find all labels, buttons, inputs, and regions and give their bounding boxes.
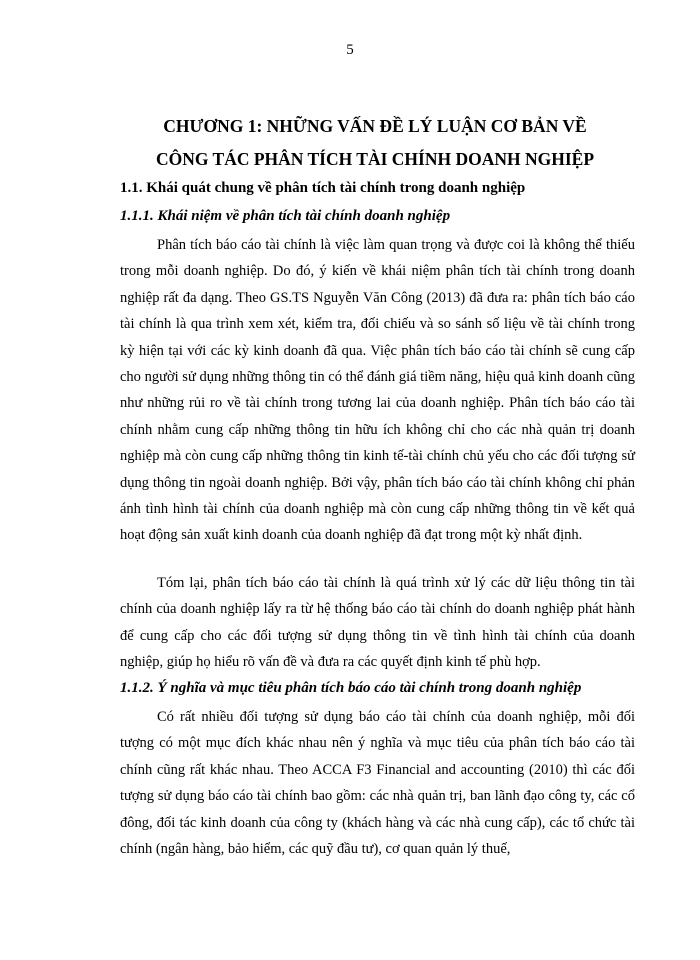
chapter-title bbox=[120, 110, 630, 176]
section-heading-1-1-2: 1.1.2. Ý nghĩa và mục tiêu phân tích báo cáo tài chính trong doanh nghiệp bbox=[120, 680, 582, 696]
chapter-title-line-2: CÔNG TÁC PHÂN TÍCH TÀI CHÍNH DOANH NGHIỆP bbox=[155, 149, 595, 169]
section-heading-1-1: 1.1. Khái quát chung về phân tích tài chính trong doanh nghiệp bbox=[120, 180, 526, 196]
paragraph-significance: Có rất nhiều đối tượng sử dụng báo cáo tài chính của doanh nghiệp, mỗi đối tượng có một mục đích khác nhau nên ý nghĩa và mục tiêu của phân tích báo cáo tài chính cũng rất khác nhau. Theo ACCA F3 Financial and accounting (2010) thì các đối tượng sử dụng báo cáo tài chính bao gồm: các nhà quản trị, ban lãnh đạo công ty, các cổ đông, đối tác kinh doanh của công ty (khách hàng và các nhà cung cấp), các tổ chức tài chính (ngân hàng, bảo hiểm, các quỹ đầu tư), cơ quan quản lý thuế, bbox=[120, 709, 635, 858]
section-heading-1-1-1: 1.1.1. Khái niệm về phân tích tài chính doanh nghiệp bbox=[120, 208, 451, 224]
chapter-title-line-1: CHƯƠNG 1: NHỮNG VẤN ĐỀ LÝ LUẬN CƠ BẢN VỀ bbox=[163, 116, 587, 136]
page-number: 5 bbox=[346, 42, 354, 58]
paragraph-summary: Tóm lại, phân tích báo cáo tài chính là quá trình xử lý các dữ liệu thông tin tài chính của doanh nghiệp lấy ra từ hệ thống báo cáo tài chính do doanh nghiệp phát hành để cung cấp cho các đối tượng sử dụng thông tin về tình hình tài chính của doanh nghiệp, giúp họ hiểu rõ vấn đề và đưa ra các quyết định kinh tế phù hợp. bbox=[120, 575, 635, 671]
paragraph-definition: Phân tích báo cáo tài chính là việc làm quan trọng và được coi là không thể thiếu trong mỗi doanh nghiệp. Do đó, ý kiến về khái niệm phân tích tài chính trong doanh nghiệp rất đa dạng. Theo GS.TS Nguyễn Văn Công (2013) đã đưa ra: phân tích báo cáo tài chính là qua trình xem xét, kiểm tra, đối chiếu và so sánh số liệu về tài chính trong kỳ hiện tại với các kỳ kinh doanh đã qua. Việc phân tích báo cáo tài chính sẽ cung cấp cho người sử dụng những thông tin có thể đánh giá tiềm năng, hiệu quả kinh doanh cũng như những rủi ro về tài chính trong tương lai của doanh nghiệp. Phân tích báo cáo tài chính nhằm cung cấp những thông tin hữu ích không chỉ cho các nhà quản trị doanh nghiệp mà còn cung cấp những thông tin kinh tế-tài chính chủ yếu cho các đối tượng sử dụng thông tin ngoài doanh nghiệp. Bởi vậy, phân tích báo cáo tài chính không chỉ phản ánh tình hình tài chính của doanh nghiệp mà còn cung cấp những thông tin về kết quả hoạt động sản xuất kinh doanh của doanh nghiệp đã đạt trong một kỳ nhất định. bbox=[120, 237, 635, 544]
